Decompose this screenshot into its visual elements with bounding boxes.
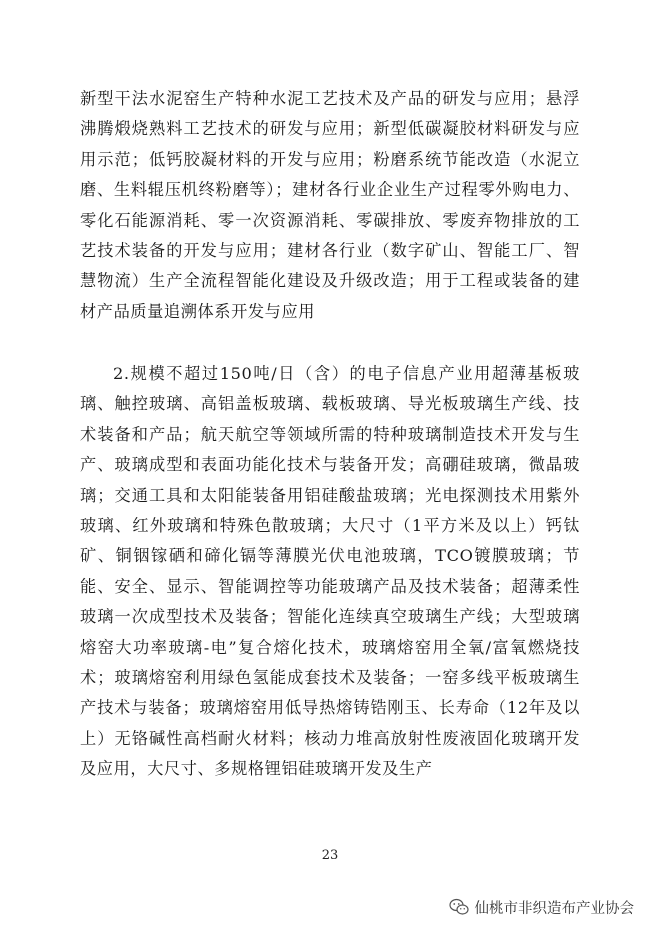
paragraph-1: 新型干法水泥窑生产特种水泥工艺技术及产品的研发与应用；悬浮沸腾煅烧熟料工艺技术的研发与应用；新型低碳凝胶材料研发与应用示范；低钙胶凝材料的开发与应用；粉磨系统节能改造（水泥立磨、生料辊压机终粉磨等）；建材各行业企业生产过程零外购电力、零化石能源消耗、零一次资源消耗、零碳排放、零废弃物排放的工艺技术装备的开发与应用；建材各行业（数字矿山、智能工厂、智慧物流）生产全流程智能化建设及升级改造；用于工程或装备的建材产品质量追溯体系开发与应用 [80,89,580,321]
wechat-icon [449,898,469,916]
account-watermark [449,895,635,919]
page-number: 23 [321,848,339,863]
watermark-text: 仙桃市非织造布产业协会 [474,900,634,917]
paragraph-2 [80,359,580,785]
paragraph-2-text: 2.规模不超过150吨/日（含）的电子信息产业用超薄基板玻璃、触控玻璃、高铝盖板玻璃、载板玻璃、导光板玻璃生产线、技术装备和产品；航天航空等领域所需的特种玻璃制造技术开发与生产、玻璃成型和表面功能化技术与装备开发；高硼硅玻璃，微晶玻璃；交通工具和太阳能装备用铝硅酸盐玻璃；光电探测技术用紫外玻璃、红外玻璃和特殊色散玻璃；大尺寸（1平方米及以上）钙钛矿、铜铟镓硒和碲化镉等薄膜光伏电池玻璃，TCO镀膜玻璃；节能、安全、显示、智能调控等功能玻璃产品及技术装备；超薄柔性玻璃一次成型技术及装备；智能化连续真空玻璃生产线；大型玻璃熔窑大功率玻璃-电”复合熔化技术，玻璃熔窑用全氧/富氧燃烧技术；玻璃熔窑利用绿色氢能成套技术及装备；一窑多线平板玻璃生产技术与装备；玻璃熔窑用低导热熔铸锆刚玉、长寿命（12年及以上）无铬碱性高档耐火材料；核动力堆高放射性废液固化玻璃开发及应用，大尺寸、多规格锂铝硅玻璃开发及生产 [80,364,580,779]
